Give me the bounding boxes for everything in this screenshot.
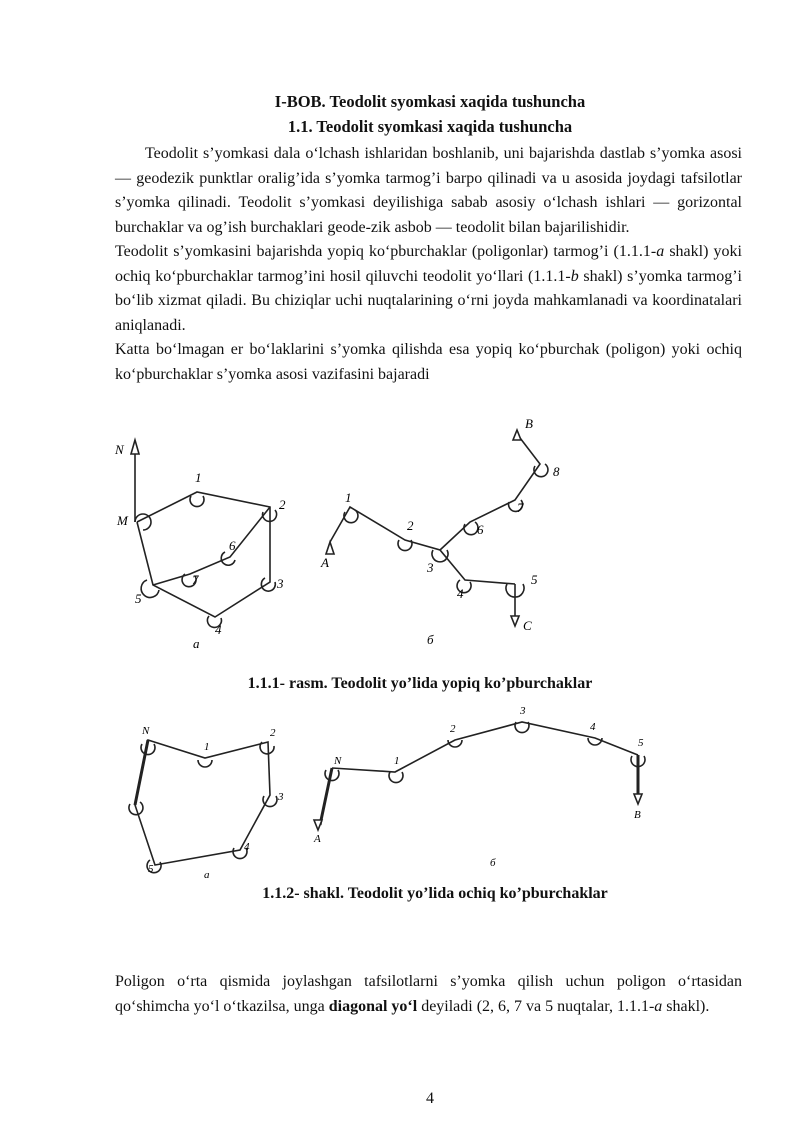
- fig1-r-label-5: 5: [531, 572, 538, 587]
- fig2-r-label-5: 5: [638, 737, 644, 749]
- fig1-label-2: 2: [279, 497, 286, 512]
- fig2-r-label-sub: б: [490, 857, 496, 869]
- fig1-label-B: B: [525, 416, 533, 431]
- fig2-label-3: 3: [278, 791, 284, 803]
- paragraph-1: Teodolit s’yomkasi dala o‘lchash ishlaridan boshlanib, uni bajarishda dastlab s’yomka asosi — geodezik punktlar oralig’ida s’yomka tarmog’i barpo qilinadi va u asosida joydagi tafsilotlar s’yomka qilinadi. Teodolit s’yomkasi deyilishiga sabab asosiy o‘lchash ishlari — gorizontal burchaklar va og’ish burchaklari geode-zik asbob — teodolit bilan bajarilishidir.: [115, 145, 742, 236]
- fig1-label-5: 5: [135, 591, 142, 606]
- body-text-top: [115, 142, 742, 387]
- fig2-label-4: 4: [244, 841, 250, 853]
- fig1-r-label-sub: б: [427, 632, 434, 647]
- fig2-r-label-B: B: [634, 809, 641, 821]
- page-number: 4: [426, 1090, 434, 1107]
- fig1-r-label-4: 4: [457, 586, 464, 601]
- fig1-r-label-2: 2: [407, 518, 414, 533]
- fig2-r-label-A: A: [314, 833, 321, 845]
- paragraph-3: Katta bo‘lmagan er bo‘laklarini s’yomka qilishda esa yopiq ko‘pburchak (poligon) yoki ochiq ko‘pburchaklar s’yomka asosi vazifasini bajaradi: [115, 341, 742, 383]
- figure-2-caption: 1.1.2- shakl. Teodolit yo’lida ochiq ko’pburchaklar: [262, 885, 608, 902]
- fig2-label-N: N: [142, 725, 150, 737]
- fig1-label-m: M: [117, 513, 128, 528]
- fig2-r-label-3: 3: [520, 705, 526, 717]
- fig2-label-a: a: [204, 869, 210, 880]
- chapter-heading: I-BOB. Teodolit syomkasi xaqida tushuncha: [274, 92, 586, 111]
- fig1-label-C: C: [523, 618, 532, 633]
- fig1-label-1: 1: [195, 470, 202, 485]
- fig1-r-label-1: 1: [345, 490, 352, 505]
- paragraph-2: Teodolit s’yomkasini bajarishda yopiq ko‘pburchaklar (poligonlar) tarmog’i (1.1.1-a shakl) yoki ochiq ko‘pburchaklar tarmog’ini hosil qiluvchi teodolit yo‘llari (1.1.1-b shakl) s’yomka tarmog’i bo‘lib xizmat qiladi. Bu chiziqlar uchi nuqtalarining o‘rni joyda mahkamlanadi va koordinatalari aniqlanadi.: [115, 243, 743, 334]
- fig1-r-label-6: 6: [477, 522, 484, 537]
- fig1-label-7: 7: [192, 572, 199, 587]
- fig1-label-3: 3: [277, 576, 284, 591]
- fig2-label-2: 2: [270, 727, 276, 739]
- fig1-label-A: A: [321, 555, 329, 570]
- fig2-label-1: 1: [204, 741, 210, 753]
- figure-1-caption: 1.1.1- rasm. Teodolit yo’lida yopiq ko’pburchaklar: [247, 675, 593, 692]
- fig2-label-5: 5: [148, 863, 154, 875]
- fig2-r-label-2: 2: [450, 723, 456, 735]
- fig1-label-6: 6: [229, 538, 236, 553]
- fig1-label-4: 4: [215, 622, 222, 637]
- section-heading: 1.1. Teodolit syomkasi xaqida tushuncha: [287, 117, 573, 136]
- paragraph-4: Poligon o‘rta qismida joylashgan tafsilotlarni s’yomka qilish uchun poligon o‘rtasidan qo‘shimcha yo‘l o‘tkazilsa, unga diagonal yo‘l deyiladi (2, 6, 7 va 5 nuqtalar, 1.1.1-a shakl).: [115, 973, 742, 1015]
- fig2-r-label-1: 1: [394, 755, 400, 767]
- fig1-r-label-7: 7: [517, 500, 524, 515]
- body-text-bottom: [115, 970, 742, 1019]
- fig1-r-label-3: 3: [427, 560, 434, 575]
- fig1-label-north: N: [115, 442, 124, 457]
- fig1-label-a: a: [193, 636, 200, 651]
- figure-1-diagram: [105, 412, 575, 652]
- fig1-r-label-8: 8: [553, 464, 560, 479]
- figure-2-diagram: [110, 700, 670, 880]
- fig2-r-label-N: N: [334, 755, 342, 767]
- fig2-r-label-4: 4: [590, 721, 596, 733]
